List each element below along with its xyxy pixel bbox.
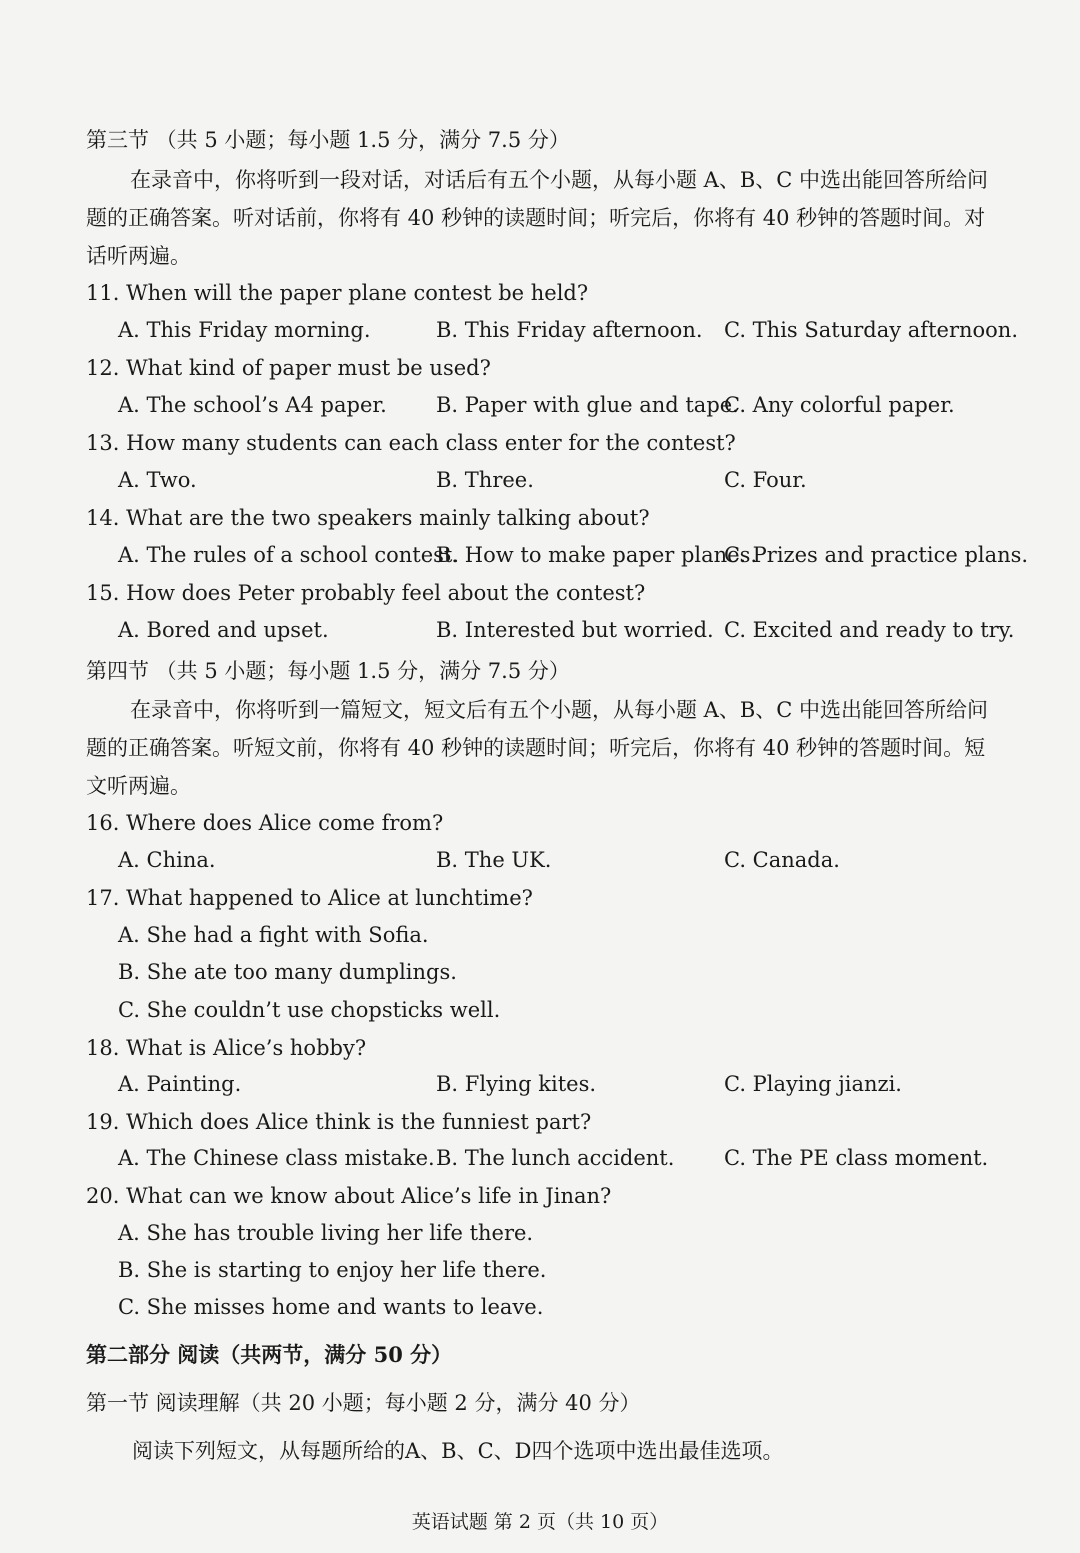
option-c: C. She couldn’t use chopsticks well. bbox=[118, 998, 501, 1022]
option-b: B. The lunch accident. bbox=[436, 1146, 675, 1170]
option-c: C. Prizes and practice plans. bbox=[724, 543, 1029, 567]
question-11: 11. When will the paper plane contest be held? bbox=[86, 281, 589, 305]
part2-section1-heading: 第一节 阅读理解（共 20 小题；每小题 2 分，满分 40 分） bbox=[86, 1391, 641, 1415]
option-b: B. This Friday afternoon. bbox=[436, 318, 703, 342]
option-c: C. Any colorful paper. bbox=[724, 393, 955, 417]
option-a: A. She has trouble living her life there. bbox=[118, 1221, 534, 1245]
section3-heading: 第三节 （共 5 小题；每小题 1.5 分，满分 7.5 分） bbox=[86, 128, 570, 152]
option-c: C. The PE class moment. bbox=[724, 1146, 989, 1170]
option-a: A. Bored and upset. bbox=[118, 618, 329, 642]
option-b: B. Paper with glue and tape. bbox=[436, 393, 739, 417]
option-c: C. She misses home and wants to leave. bbox=[118, 1295, 544, 1319]
option-a: A. The rules of a school contest. bbox=[118, 543, 460, 567]
part2-instruction: 阅读下列短文，从每题所给的A、B、C、D四个选项中选出最佳选项。 bbox=[132, 1439, 784, 1463]
question-19: 19. Which does Alice think is the funniest part? bbox=[86, 1110, 592, 1134]
question-20: 20. What can we know about Alice’s life in Jinan? bbox=[86, 1184, 612, 1208]
option-b: B. The UK. bbox=[436, 848, 552, 872]
option-a: A. She had a fight with Sofia. bbox=[118, 923, 429, 947]
part2-heading: 第二部分 阅读（共两节，满分 50 分） bbox=[86, 1342, 453, 1367]
option-a: A. Painting. bbox=[118, 1072, 242, 1096]
option-a: A. China. bbox=[118, 848, 216, 872]
option-c: C. Canada. bbox=[724, 848, 840, 872]
option-c: C. Playing jianzi. bbox=[724, 1072, 902, 1096]
option-c: C. Four. bbox=[724, 468, 807, 492]
option-b: B. Three. bbox=[436, 468, 534, 492]
option-a: A. The school’s A4 paper. bbox=[118, 393, 387, 417]
question-13: 13. How many students can each class enter for the contest? bbox=[86, 431, 736, 455]
option-b: B. Interested but worried. bbox=[436, 618, 714, 642]
section4-heading: 第四节 （共 5 小题；每小题 1.5 分，满分 7.5 分） bbox=[86, 659, 570, 683]
option-a: A. This Friday morning. bbox=[118, 318, 371, 342]
question-12: 12. What kind of paper must be used? bbox=[86, 356, 491, 380]
option-b: B. She is starting to enjoy her life there. bbox=[118, 1258, 547, 1282]
option-c: C. Excited and ready to try. bbox=[724, 618, 1015, 642]
question-17: 17. What happened to Alice at lunchtime? bbox=[86, 886, 533, 910]
question-15: 15. How does Peter probably feel about the contest? bbox=[86, 581, 646, 605]
option-a: A. Two. bbox=[118, 468, 197, 492]
page-footer: 英语试题 第 2 页（共 10 页） bbox=[411, 1511, 669, 1533]
section4-instruction: 在录音中，你将听到一篇短文，短文后有五个小题，从每小题 A、B、C 中选出能回答所给问题的正确答案。听短文前，你将有 40 秒钟的读题时间；听完后，你将有 40 秒钟的答题时间。短文听两遍。 bbox=[86, 698, 989, 798]
section3-instruction: 在录音中，你将听到一段对话，对话后有五个小题，从每小题 A、B、C 中选出能回答所给问题的正确答案。听对话前，你将有 40 秒钟的读题时间；听完后，你将有 40 秒钟的答题时间。对话听两遍。 bbox=[86, 168, 989, 268]
option-a: A. The Chinese class mistake. bbox=[118, 1146, 435, 1170]
option-b: B. Flying kites. bbox=[436, 1072, 597, 1096]
question-18: 18. What is Alice’s hobby? bbox=[86, 1036, 367, 1060]
option-c: C. This Saturday afternoon. bbox=[724, 318, 1018, 342]
option-b: B. How to make paper planes. bbox=[436, 543, 758, 567]
option-b: B. She ate too many dumplings. bbox=[118, 960, 457, 984]
question-14: 14. What are the two speakers mainly talking about? bbox=[86, 506, 650, 530]
question-16: 16. Where does Alice come from? bbox=[86, 811, 444, 835]
